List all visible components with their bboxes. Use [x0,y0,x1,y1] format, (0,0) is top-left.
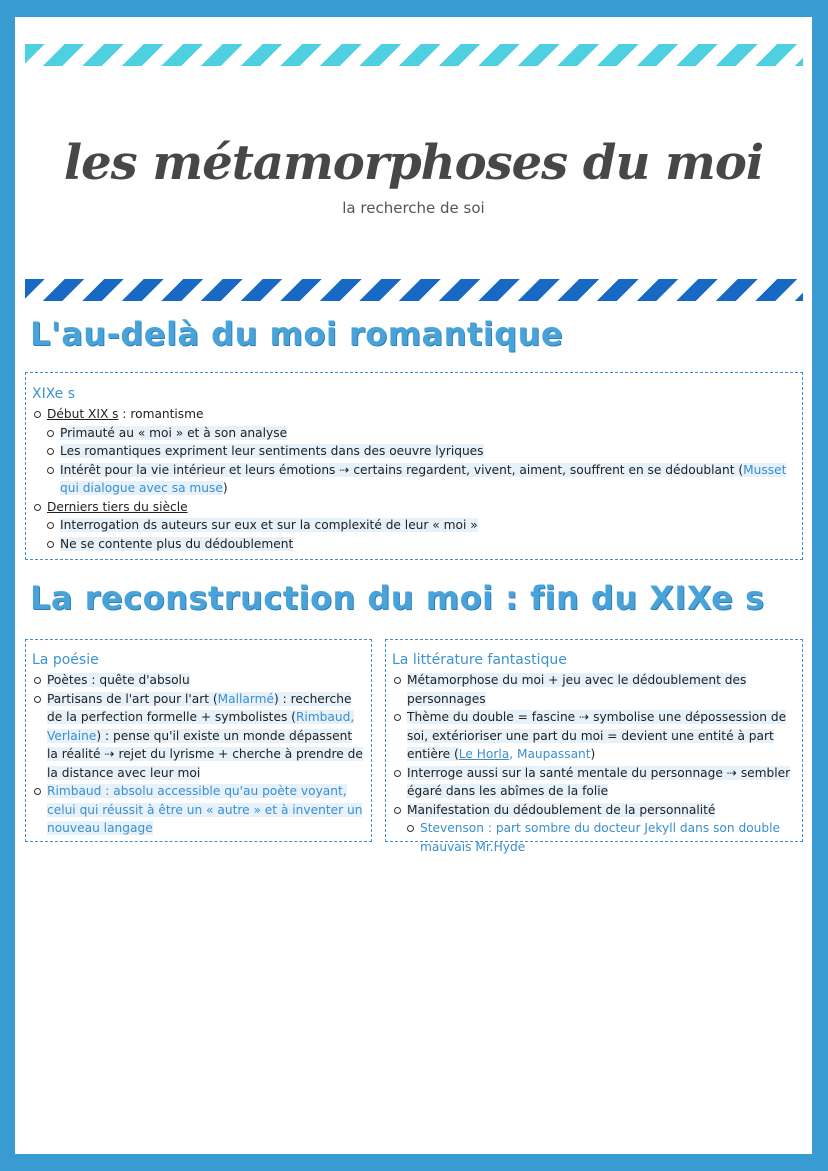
bullet-list [32,405,794,553]
item-text: Manifestation du dédoublement de la personnalité [407,802,716,817]
page-subtitle: la recherche de soi [342,199,485,217]
item-text: Thème du double = fascine ⇢ symbolise une dépossession de soi, extérioriser une part du moi = devient une entité à part entière ( [407,710,787,761]
list-item [405,819,796,856]
section-heading-romantic: L'au-delà du moi romantique [30,315,564,353]
item-label: Derniers tiers du siècle [47,499,188,514]
list-item [32,405,794,424]
decorative-stripe-top [25,44,803,66]
bullet-list [392,671,796,856]
item-example: Rimbaud : absolu accessible qu'au poète voyant, celui qui réussit à être un « autre » et à inventer un nouveau langage [47,784,363,835]
page-title: les métamorphoses du moi [63,135,764,191]
list-item [45,535,794,554]
item-text: ) : recherche de la perfection formelle + symbolistes ( [47,691,352,724]
item-text: Interroge aussi sur la santé mentale du personnage ⇢ sembler égaré dans les abîmes de la folie [407,765,791,798]
decorative-stripe-middle [25,279,803,301]
list-item [45,516,794,535]
item-example: Mallarmé [217,691,275,706]
item-text: Primauté au « moi » et à son analyse [60,425,288,440]
item-text: ) [590,747,596,761]
list-item [32,690,365,783]
list-item [32,498,794,517]
item-text: Intérêt pour la vie intérieur et leurs émotions ⇢ certains regardent, vivent, aiment, souffrent en se dédoublant ( [60,462,744,477]
xixe-box [25,372,803,560]
list-item [392,671,796,708]
list-item [392,764,796,801]
box-title: La poésie [32,652,99,668]
item-text: Partisans de l'art pour l'art ( [47,691,218,706]
item-example: Stevenson : part sombre du docteur Jekyll dans son double mauvais Mr.Hyde [420,821,781,854]
list-item [392,801,796,820]
item-text: Interrogation ds auteurs sur eux et sur la complexité de leur « moi » [60,518,478,532]
item-example: , Maupassant [509,747,591,761]
section-heading-reconstruction: La reconstruction du moi : fin du XIXe s [30,579,765,617]
list-item [32,671,365,690]
item-text: Les romantiques expriment leur sentiments dans des oeuvre lyriques [60,444,484,458]
item-text: ) [222,481,228,495]
list-item [45,461,794,498]
list-item [45,442,794,461]
item-text: Métamorphose du moi + jeu avec le dédoublement des personnages [407,673,747,706]
item-example: Le Horla [458,747,510,761]
page [15,17,812,1154]
item-text: ) : pense qu'il existe un monde dépassent la réalité ⇢ rejet du lyrisme + cherche à prendre de la distance avec leur moi [47,728,363,780]
poetry-box [25,639,372,842]
item-example: Musset qui dialogue avec sa muse [60,462,787,495]
box-title: XIXe s [32,386,76,402]
list-item [32,782,365,838]
item-text: : romantisme [118,407,204,421]
item-text: Poètes : quête d'absolu [47,673,190,687]
box-title: La littérature fantastique [392,652,567,668]
fantastic-literature-box [385,639,803,854]
list-item [392,708,796,764]
item-text: Ne se contente plus du dédoublement [60,536,294,551]
list-item [45,424,794,443]
item-label: Début XIX s [47,407,119,421]
bullet-list [32,671,365,838]
item-example: Rimbaud, Verlaine [47,710,355,743]
